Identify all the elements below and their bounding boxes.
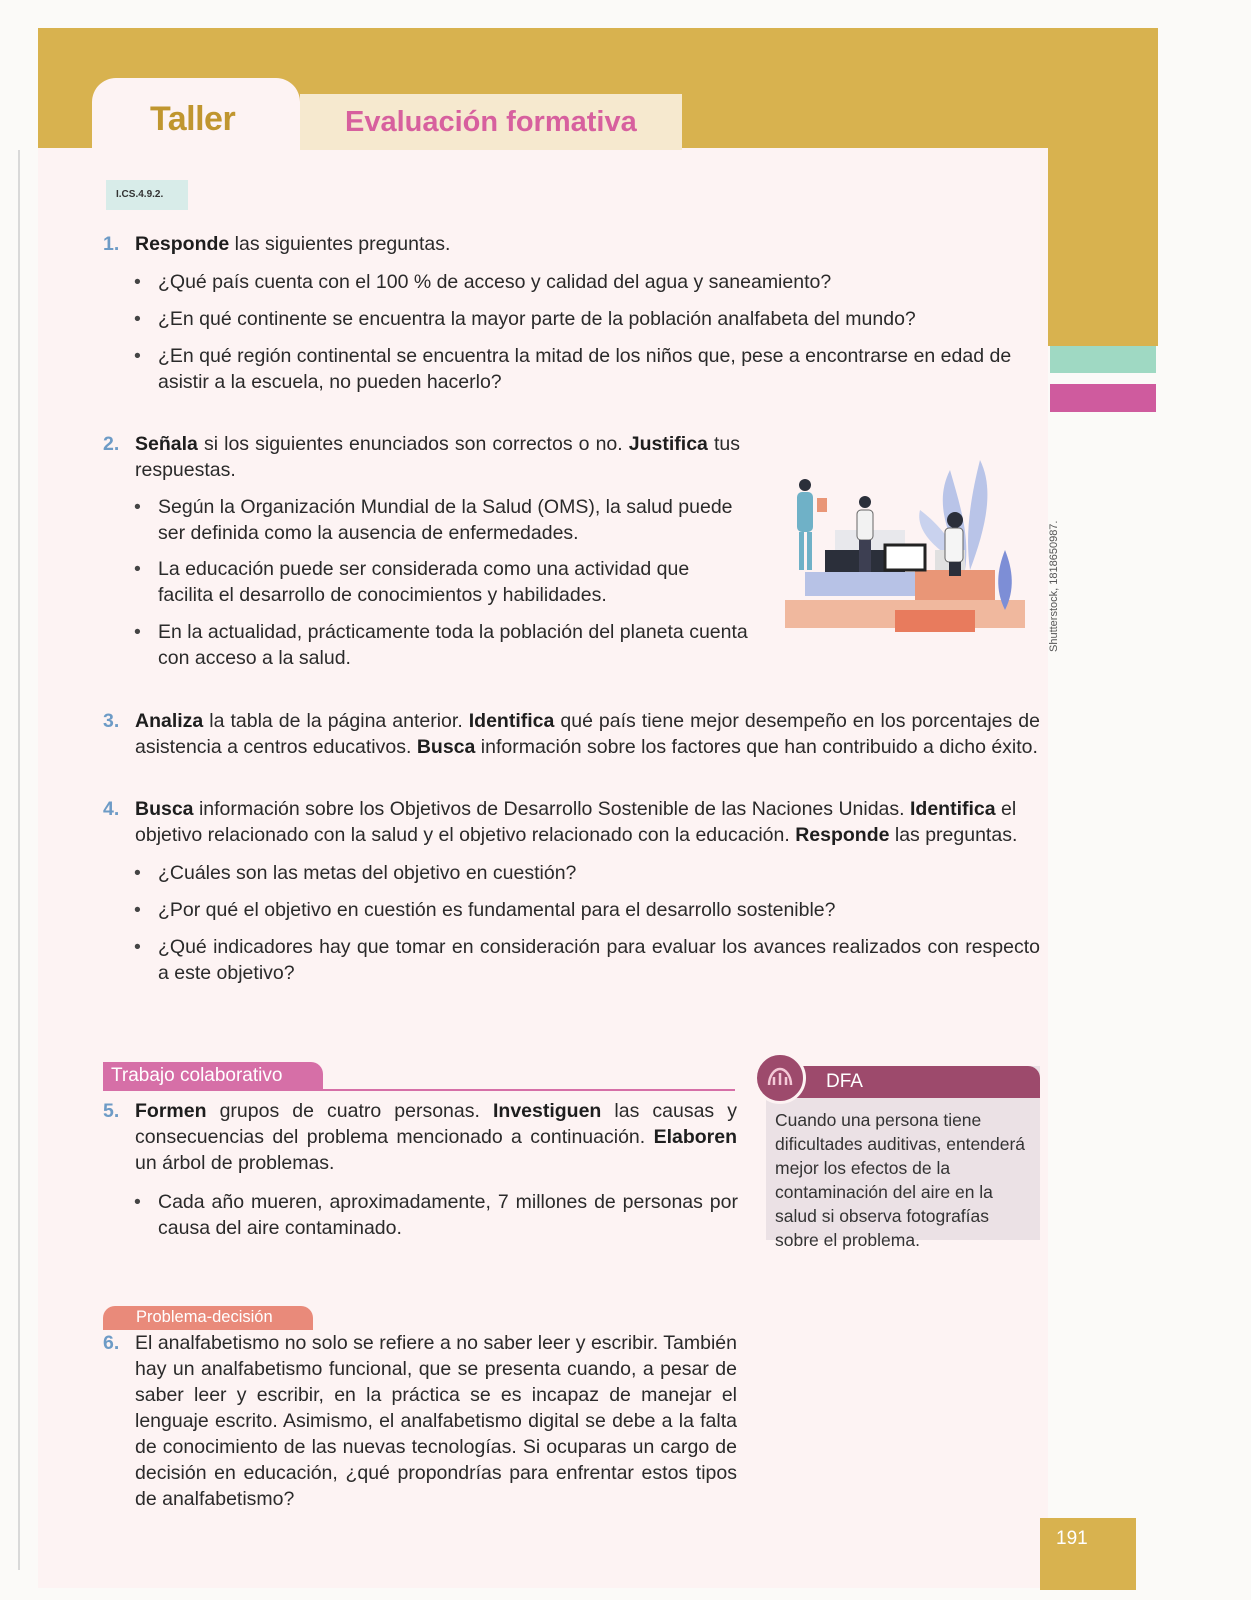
tab-evaluacion-label: Evaluación formativa	[345, 106, 637, 138]
q3-verb-3: Busca	[416, 736, 476, 758]
q4-bullet-1: • ¿Cuáles son las metas del objetivo en cuestión?	[158, 860, 1038, 886]
tab-taller-label: Taller	[150, 100, 236, 138]
q1-bullet-1: • ¿Qué país cuenta con el 100 % de acceso y calidad del agua y saneamiento?	[158, 269, 1038, 295]
q2-prompt	[135, 431, 740, 483]
q3-text-1: la tabla de la página anterior.	[203, 710, 469, 732]
q2-text-1: si los siguientes enunciados son correctos o no.	[197, 433, 629, 455]
q3-prompt	[135, 708, 1040, 760]
q2-number: 2.	[103, 433, 120, 455]
q4-bullet-2: • ¿Por qué el objetivo en cuestión es fundamental para el desarrollo sostenible?	[158, 897, 1038, 923]
page-number: 191	[1056, 1528, 1088, 1549]
q5-verb-3: Elaboren	[653, 1126, 737, 1148]
q2-bullet-2: • La educación puede ser considerada como una actividad que facilita el desarrollo de conocimientos y habilidades.	[158, 556, 748, 608]
tab-taller	[92, 78, 300, 152]
dfa-label: DFA	[826, 1071, 863, 1092]
problema-section-label: Problema-decisión	[103, 1306, 313, 1330]
person-3-head	[947, 512, 963, 528]
q5-prompt	[135, 1098, 737, 1176]
q5-verb-1: Formen	[135, 1100, 207, 1122]
person-1-head	[799, 479, 811, 491]
q5-bullet-1: • Cada año mueren, aproximadamente, 7 millones de personas por causa del aire contaminado.	[158, 1189, 738, 1241]
tab-evaluacion	[300, 94, 682, 150]
side-tab-pink	[1050, 384, 1156, 412]
q4-text-1: información sobre los Objetivos de Desarrollo Sostenible de las Naciones Unidas.	[193, 798, 910, 820]
dfa-text: Cuando una persona tiene dificultades auditivas, entenderá mejor los efectos de la contaminación del aire en la salud si observa fotografías sobre el problema.	[775, 1110, 1026, 1250]
q5-text-2: las causas y consecuencias del problema mencionado a continuación.	[135, 1100, 737, 1148]
q3-verb-2: Identifica	[468, 710, 555, 732]
q3-number: 3.	[103, 710, 120, 732]
book-red	[895, 610, 975, 632]
collab-divider	[103, 1089, 735, 1091]
q2-verb-2: Justifica	[628, 433, 708, 455]
q1-bullet-2: • ¿En qué continente se encuentra la mayor parte de la población analfabeta del mundo?	[158, 306, 1038, 332]
q3-text-2: qué país tiene mejor desempeño en los porcentajes de asistencia a centros educativos.	[135, 710, 1040, 758]
person-1-body	[797, 492, 813, 532]
q1-bullet-3: • ¿En qué región continental se encuentra la mitad de los niños que, pese a encontrarse en edad de asistir a la escuela, no pueden hacerlo?	[158, 343, 1038, 395]
q3-text-3: información sobre los factores que han contribuido a dicho éxito.	[475, 736, 1038, 758]
q5-text-1: grupos de cuatro personas.	[206, 1100, 493, 1122]
q1-number: 1.	[103, 233, 120, 255]
education-health-illustration	[765, 450, 1045, 650]
q1-verb: Responde	[135, 233, 230, 255]
image-credit: Shutterstock, 1818650987.	[1048, 520, 1060, 652]
person-2-head	[859, 496, 871, 508]
q5-text-3: un árbol de problemas.	[135, 1152, 335, 1174]
q4-text-2: el objetivo relacionado con la salud y el objetivo relacionado con la educación.	[135, 798, 1017, 846]
q1-text: las siguientes preguntas.	[229, 233, 451, 255]
side-band	[1048, 148, 1158, 346]
person-1-book	[817, 498, 827, 512]
q5-number: 5.	[103, 1100, 120, 1122]
q2-text-2: tus respuestas.	[135, 433, 741, 481]
dfa-header	[766, 1066, 1040, 1098]
page-number-box	[1040, 1518, 1136, 1590]
q4-verb-3: Responde	[795, 824, 890, 846]
q4-prompt	[135, 796, 1040, 848]
q4-number: 4.	[103, 798, 120, 820]
q4-text-3: las preguntas.	[889, 824, 1018, 846]
q4-bullet-3: • ¿Qué indicadores hay que tomar en consideración para evaluar los avances realizados con respecto a este objetivo?	[158, 934, 1040, 986]
person-2-body	[857, 510, 873, 540]
q5-verb-2: Investiguen	[492, 1100, 602, 1122]
q2-bullet-1: • Según la Organización Mundial de la Salud (OMS), la salud puede ser definida como la ausencia de enfermedades.	[158, 494, 748, 546]
side-tab-green	[1050, 346, 1156, 373]
hands-icon	[754, 1052, 806, 1104]
q1-prompt	[135, 231, 1025, 257]
book-blue	[805, 572, 925, 596]
q6-text: El analfabetismo no solo se refiere a no saber leer y escribir. También hay un analfabetismo funcional, que se presenta cuando, a pesar de saber leer y escribir, en la práctica se es incapaz de manejar el lenguaje escrito. Asimismo, el analfabetismo digital se debe a la falta de conocimiento de las nuevas tecnologías. Si ocuparas un cargo de decisión en educación, ¿qué propondrías para enfrentar estos tipos de analfabetismo?	[135, 1332, 737, 1510]
q2-verb-1: Señala	[135, 433, 198, 455]
person-3-body	[945, 528, 963, 562]
q6-number: 6.	[103, 1332, 120, 1354]
page-edge	[18, 150, 20, 1570]
collab-section-label: Trabajo colaborativo	[103, 1062, 323, 1090]
q2-bullet-3: • En la actualidad, prácticamente toda la población del planeta cuenta con acceso a la salud.	[158, 619, 748, 671]
q4-verb-2: Identifica	[909, 798, 996, 820]
q4-verb-1: Busca	[135, 798, 194, 820]
q3-verb-1: Analiza	[135, 710, 204, 732]
skill-code-badge: I.CS.4.9.2.	[106, 180, 188, 210]
laptop	[885, 545, 925, 570]
